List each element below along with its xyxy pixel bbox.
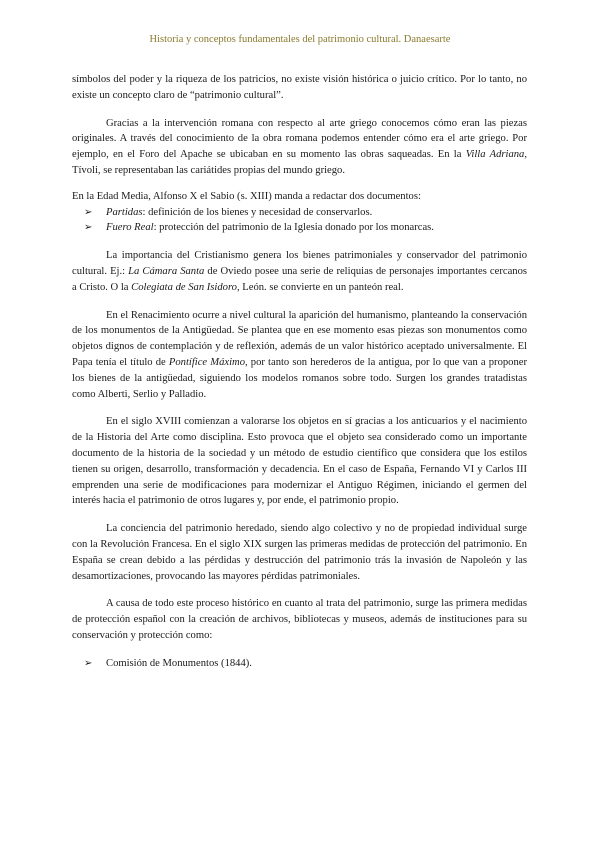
paragraph-middle-ages: En la Edad Media, Alfonso X el Sabio (s. XIII) manda a redactar dos documentos:	[72, 190, 421, 202]
running-header: Historia y conceptos fundamentales del patrimonio cultural. Danaesarte	[149, 34, 451, 45]
list-item: ➢ Fuero Real: protección del patrimonio de la Iglesia donado por los monarcas.	[78, 220, 527, 236]
arrow-bullet-icon: ➢	[84, 657, 93, 669]
arrow-bullet-icon: ➢	[84, 222, 93, 234]
paragraph-continuation: símbolos del poder y la riqueza de los patricios, no existe visión histórica o juicio crítico. Por lo tanto, no existe un concepto claro de “patrimonio cultural”.	[72, 74, 527, 101]
paragraph-renaissance: En el Renacimiento ocurre a nivel cultural la aparición del humanismo, planteando la conservación de los monumentos de la Antigüedad. Se plantea que en ese momento esas piezas son monumentos como objetos dignos de contemplación y de reflexión, además de un valor histórico aceptado universalmente. El Papa tenía el título de Pontífice Máximo, por tanto son herederos de la antigua, por lo que van a proponer los bienes de la antigüedad, siguiendo los modelos romanos sobre todo. Surgen los grandes tratadistas como Alberti, Serlio y Palladio.	[72, 309, 528, 400]
institutions-list	[72, 656, 527, 672]
list-item: ➢ Comisión de Monumentos (1844).	[78, 656, 527, 672]
paragraph-protection-measures: A causa de todo este proceso histórico en cuanto al trata del patrimonio, surge las primera medidas de protección español con la creación de archivos, bibliotecas y museos, además de instituciones para su conservación y protección como:	[72, 598, 527, 641]
list-item: ➢ Partidas: definición de los bienes y necesidad de conservarlos.	[78, 205, 527, 221]
paragraph-christianity: La importancia del Cristianismo genera los bienes patrimoniales y conservador del patrimonio cultural. Ej.: La Cámara Santa de Oviedo posee una serie de reliquias de personajes importantes cercanos a Cristo. O la Colegiata de San Isidoro, León. se convierte en un panteón real.	[72, 250, 527, 293]
villa-adriana-text: Villa Adriana	[465, 149, 525, 161]
paragraph-roman-art: Gracias a la intervención romana con respecto al arte griego conocemos cómo eran las piezas originales. A través del conocimiento de la obra romana podemos entender cómo era el arte griego. Por ejemplo, en el Foro del Apache se ubicaban en su momento las obras saqueadas. En la Villa Adriana, Tívoli, se representaban las cariátides propias del mundo griego.	[72, 117, 527, 176]
arrow-bullet-icon: ➢	[84, 206, 93, 218]
paragraph-18th-century: En el siglo XVIII comienzan a valorarse los objetos en sí gracias a los anticuarios y el nacimiento de la Historia del Arte como disciplina. Esto provoca que el objeto sea considerado como un importante documento de la historia de la sociedad y un método de estudio científico que considera que los estilos tienen su origen, desarrollo, transformación y decadencia. En el caso de España, Fernando VI y Carlos III emprenden una serie de modificaciones para modernizar el Antiguo Régimen, iniciando el germen del interés hacia el patrimonio de otros lugares y, por ende, el patrimonio propio.	[72, 416, 527, 507]
document-body	[72, 72, 527, 672]
paragraph-french-revolution: La conciencia del patrimonio heredado, siendo algo colectivo y no de propiedad individual surge con la Revolución Francesa. En el siglo XIX surgen las primeras medidas de protección del patrimonio. En España se crean debido a las pérdidas y destrucción del patrimonio trás la invasión de Napoleón y las desamortizaciones, provocando las mayores pérdidas patrimoniales.	[72, 523, 527, 582]
documents-list	[72, 205, 527, 237]
